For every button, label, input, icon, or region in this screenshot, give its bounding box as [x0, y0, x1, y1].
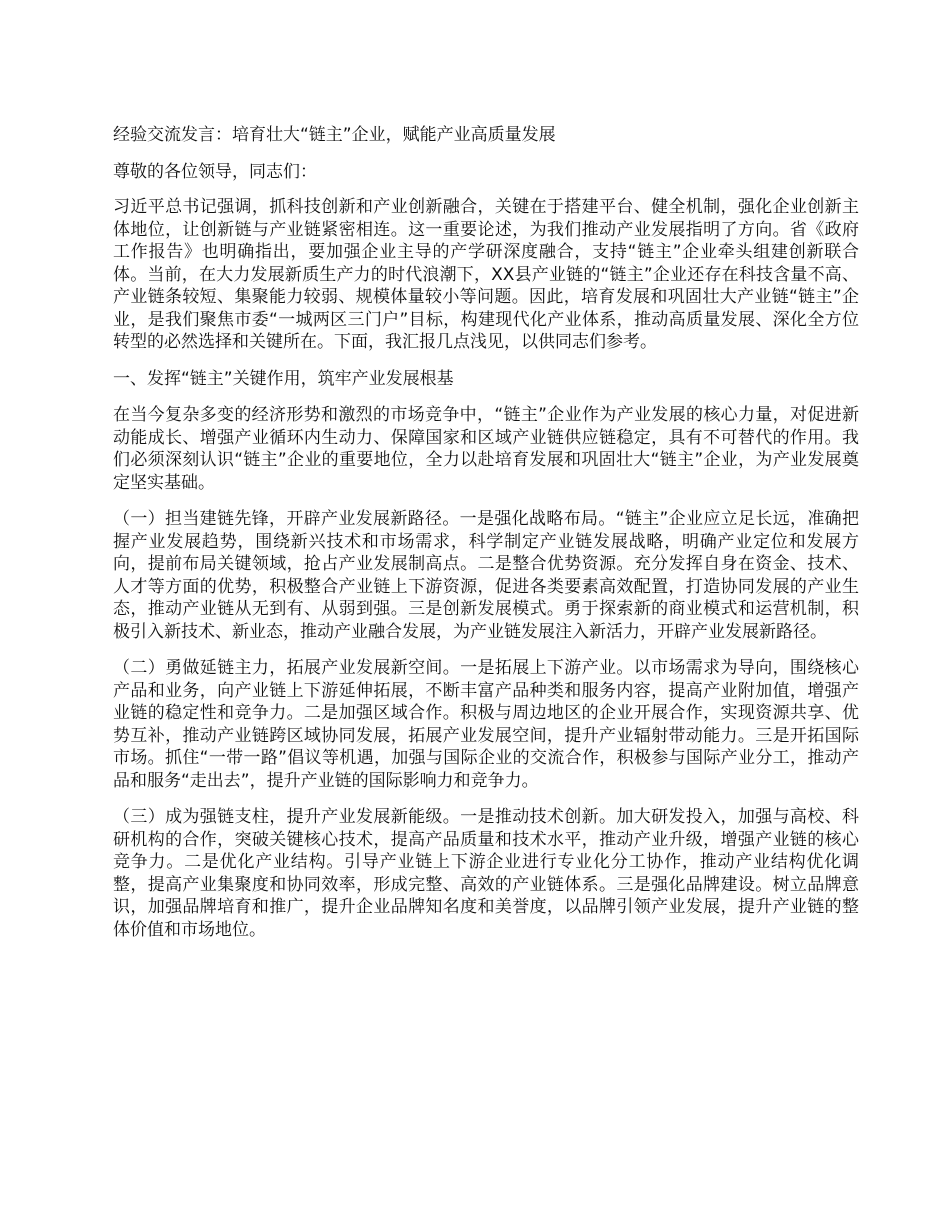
section-1-paragraph: 在当今复杂多变的经济形势和激烈的市场竞争中，“链主”企业作为产业发展的核心力量，对促进新动能成长、增强产业循环内生动力、保障国家和区域产业链供应链稳定，具有不可替代的作用。我们必须深刻认识“链主”企业的重要地位，全力以赴培育发展和巩固壮大“链主”企业，为产业发展奠定坚实基础。 — [113, 405, 859, 493]
intro-paragraph: 习近平总书记强调，抓科技创新和产业创新融合，关键在于搭建平台、健全机制，强化企业创新主体地位，让创新链与产业链紧密相连。这一重要论述，为我们推动产业发展指明了方向。省《政府工作报告》也明确指出，要加强企业主导的产学研深度融合，支持“链主”企业牵头组建创新联合体。当前，在大力发展新质生产力的时代浪潮下，XX县产业链的“链主”企业还存在科技含量不高、产业链条较短、集聚能力较弱、规模体量较小等问题。因此，培育发展和巩固壮大产业链“链主”企业，是我们聚焦市委“一城两区三门户”目标，构建现代化产业体系，推动高质量发展、深化全方位转型的必然选择和关键所在。下面，我汇报几点浅见，以供同志们参考。 — [113, 197, 859, 352]
item-1-paragraph: （一）担当建链先锋，开辟产业发展新路径。一是强化战略布局。“链主”企业应立足长远，准确把握产业发展趋势，围绕新兴技术和市场需求，科学制定产业链发展战略，明确产业定位和发展方向，提前布局关键领域，抢占产业发展制高点。二是整合优势资源。充分发挥自身在资金、技术、人才等方面的优势，积极整合产业链上下游资源，促进各类要素高效配置，打造协同发展的产业生态，推动产业链从无到有、从弱到强。三是创新发展模式。勇于探索新的商业模式和运营机制，积极引入新技术、新业态，推动产业融合发展，为产业链发展注入新活力，开辟产业发展新路径。 — [113, 509, 859, 642]
document-title: 经验交流发言：培育壮大“链主”企业，赋能产业高质量发展 — [113, 125, 556, 145]
document-page — [113, 124, 859, 955]
item-3-paragraph: （三）成为强链支柱，提升产业发展新能级。一是推动技术创新。加大研发投入，加强与高校、科研机构的合作，突破关键核心技术，提高产品质量和技术水平，推动产业升级，增强产业链的核心竞争力。二是优化产业结构。引导产业链上下游企业进行专业化分工协作，推动产业结构优化调整，提高产业集聚度和协同效率，形成完整、高效的产业链体系。三是强化品牌建设。树立品牌意识，加强品牌培育和推广，提升企业品牌知名度和美誉度，以品牌引领产业发展，提升产业链的整体价值和市场地位。 — [113, 807, 859, 940]
section-heading-1: 一、发挥“链主”关键作用，筑牢产业发展根基 — [113, 368, 454, 389]
greeting: 尊敬的各位领导，同志们： — [113, 161, 317, 182]
item-2-paragraph: （二）勇做延链主力，拓展产业发展新空间。一是拓展上下游产业。以市场需求为导向，围绕核心产品和业务，向产业链上下游延伸拓展，不断丰富产品种类和服务内容，提高产业附加值，增强产业链的稳定性和竞争力。二是加强区域合作。积极与周边地区的企业开展合作，实现资源共享、优势互补，推动产业链跨区域协同发展，拓展产业发展空间，提升产业辐射带动能力。三是开拓国际市场。抓住“一带一路”倡议等机遇，加强与国际企业的交流合作，积极参与国际产业分工，推动产品和服务“走出去”，提升产业链的国际影响力和竞争力。 — [113, 658, 859, 791]
